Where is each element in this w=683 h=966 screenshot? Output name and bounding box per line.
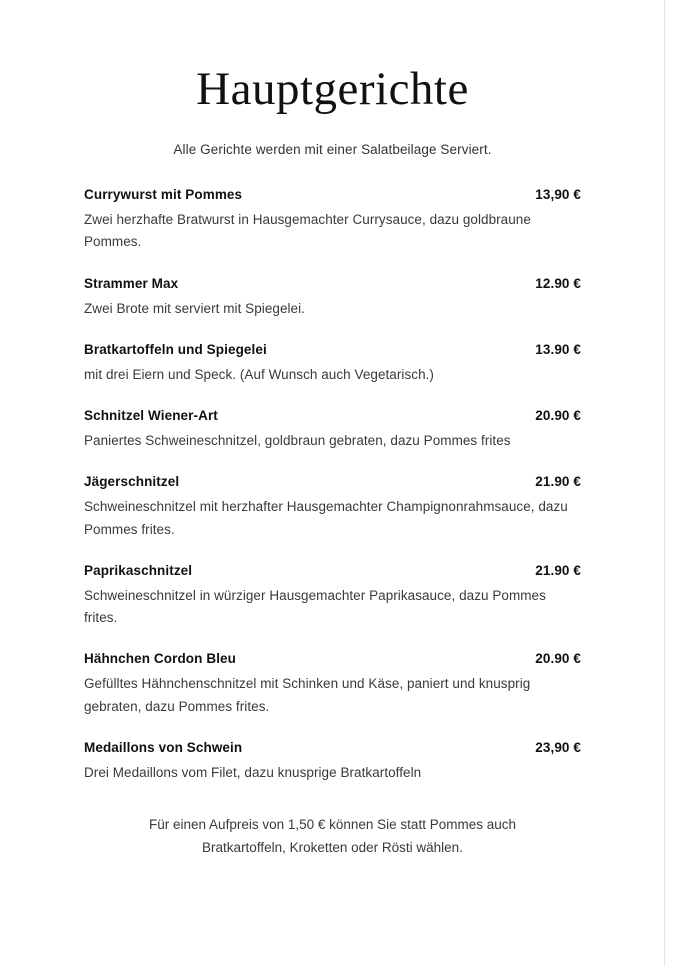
menu-subtitle: Alle Gerichte werden mit einer Salatbeilage Serviert. bbox=[173, 142, 492, 158]
menu-item-description: Schweineschnitzel in würziger Hausgemachter Paprikasauce, dazu Pommes frites. bbox=[84, 587, 546, 626]
spacer bbox=[178, 287, 535, 288]
menu-item-description: Paniertes Schweineschnitzel, goldbraun gebraten, dazu Pommes frites bbox=[84, 433, 511, 449]
menu-item-header bbox=[84, 474, 581, 489]
list-item bbox=[84, 187, 581, 254]
menu-footnote: Für einen Aufpreis von 1,50 € können Sie statt Pommes auch Bratkartoffeln, Kroketten oder Rösti wählen. bbox=[149, 817, 516, 855]
menu-item-name: Medaillons von Schwein bbox=[84, 739, 243, 755]
list-item bbox=[84, 651, 581, 718]
menu-item-price: 13.90 € bbox=[535, 341, 581, 357]
list-item bbox=[84, 408, 581, 452]
spacer bbox=[218, 419, 535, 420]
menu-item-description: Zwei herzhafte Bratwurst in Hausgemachter Currysauce, dazu goldbraune Pommes. bbox=[84, 212, 531, 250]
menu-item-description: Zwei Brote mit serviert mit Spiegelei. bbox=[84, 300, 305, 316]
menu-item-name: Strammer Max bbox=[84, 275, 179, 291]
menu-item-name: Jägerschnitzel bbox=[84, 474, 180, 490]
menu-item-name: Bratkartoffeln und Spiegelei bbox=[84, 341, 267, 357]
menu-item-description: mit drei Eiern und Speck. (Auf Wunsch auch Vegetarisch.) bbox=[84, 366, 434, 382]
menu-item-name: Schnitzel Wiener-Art bbox=[84, 408, 218, 424]
menu-item-name: Paprikaschnitzel bbox=[84, 562, 193, 578]
menu-item-name: Hähnchen Cordon Bleu bbox=[84, 651, 237, 667]
menu-item-description: Schweineschnitzel mit herzhafter Hausgemachter Champignonrahmsauce, dazu Pommes frites. bbox=[84, 499, 568, 537]
menu-item-header bbox=[84, 276, 581, 291]
page-right-margin bbox=[664, 0, 683, 966]
menu-item-header bbox=[84, 187, 581, 202]
menu-item-header bbox=[84, 740, 581, 755]
spacer bbox=[179, 485, 535, 486]
page-title: Hauptgerichte bbox=[196, 63, 469, 115]
spacer bbox=[242, 198, 535, 199]
menu-item-name: Currywurst mit Pommes bbox=[84, 187, 243, 203]
menu-item-description: Gefülltes Hähnchenschnitzel mit Schinken und Käse, paniert und knusprig gebraten, dazu Pommes frites. bbox=[84, 676, 531, 714]
spacer bbox=[192, 574, 535, 575]
list-item bbox=[84, 740, 581, 784]
list-item bbox=[84, 342, 581, 386]
menu-item-description: Drei Medaillons vom Filet, dazu knusprige Bratkartoffeln bbox=[84, 764, 422, 780]
menu-item-price: 20.90 € bbox=[535, 651, 581, 667]
list-item bbox=[84, 563, 581, 630]
menu-item-price: 12.90 € bbox=[535, 275, 581, 291]
menu-item-header bbox=[84, 408, 581, 423]
menu-item-header bbox=[84, 342, 581, 357]
menu-item-price: 20.90 € bbox=[535, 408, 581, 424]
list-item bbox=[84, 474, 581, 541]
menu-item-price: 21.90 € bbox=[535, 474, 581, 490]
spacer bbox=[267, 353, 535, 354]
menu-item-list bbox=[84, 187, 581, 784]
spacer bbox=[236, 662, 535, 663]
menu-item-price: 13,90 € bbox=[535, 187, 581, 203]
menu-item-header bbox=[84, 563, 581, 578]
menu-item-price: 23,90 € bbox=[535, 739, 581, 755]
spacer bbox=[242, 751, 535, 752]
menu-item-price: 21.90 € bbox=[535, 562, 581, 578]
list-item bbox=[84, 276, 581, 320]
menu-item-header bbox=[84, 651, 581, 666]
